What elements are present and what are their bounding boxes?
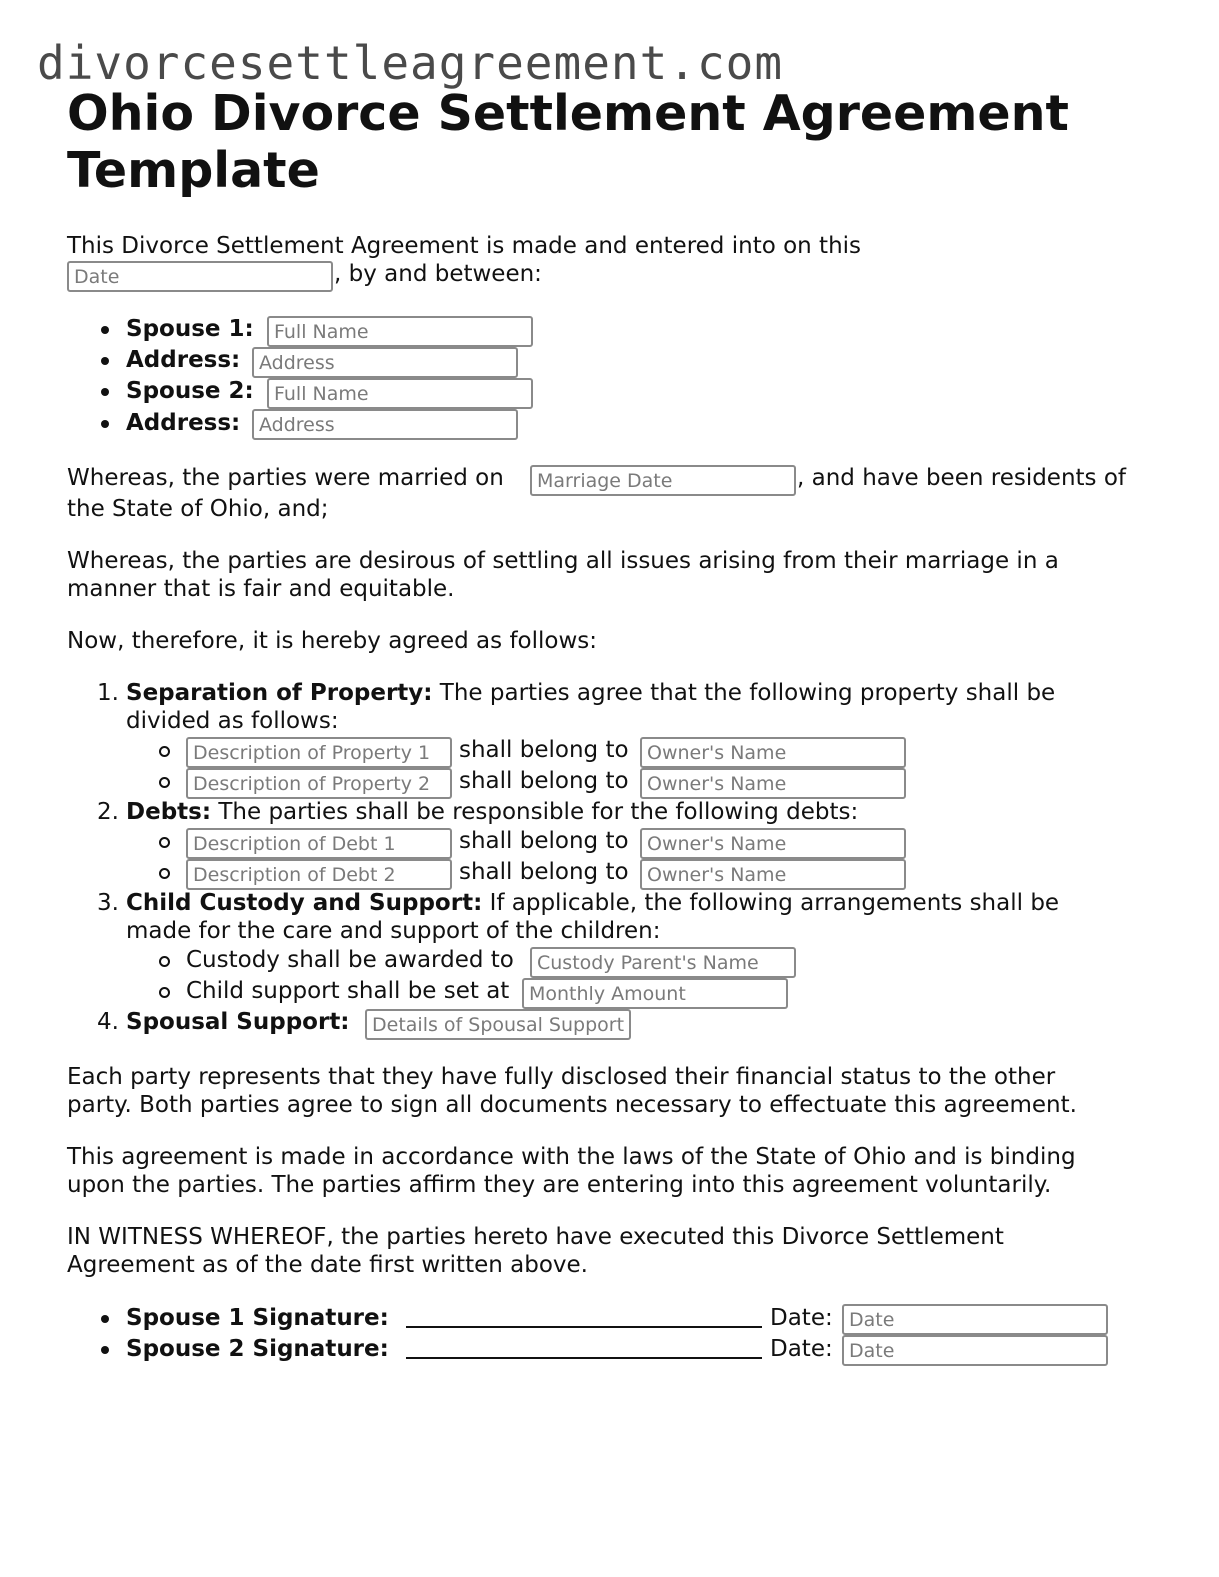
spouse-2-signature-date-field[interactable] bbox=[842, 1335, 1108, 1366]
custody-parent-field[interactable] bbox=[530, 947, 796, 978]
property-2-owner-field[interactable] bbox=[640, 768, 906, 799]
property-2-description-field[interactable] bbox=[186, 768, 452, 799]
spouse-2-address-field[interactable] bbox=[252, 409, 518, 440]
debts-heading: Debts: bbox=[126, 799, 212, 825]
shall-belong-to-text: shall belong to bbox=[459, 737, 629, 763]
spouse-1-signature-line[interactable] bbox=[406, 1326, 762, 1328]
spouse-2-address-label: Address: bbox=[126, 410, 241, 436]
sublist-bullet bbox=[159, 777, 170, 788]
child-support-label: Child support shall be set at bbox=[186, 978, 510, 1004]
whereas-settling-text: Whereas, the parties are desirous of settling all issues arising from their marriage in a bbox=[67, 548, 1059, 574]
disclosure-text-2: party. Both parties agree to sign all documents necessary to effectuate this agreement. bbox=[67, 1092, 1077, 1118]
shall-belong-to-text: shall belong to bbox=[459, 859, 629, 885]
spouse-2-signature-line[interactable] bbox=[406, 1357, 762, 1359]
debt-2-description-field[interactable] bbox=[186, 859, 452, 890]
custody-text: If applicable, the following arrangements shall be bbox=[482, 890, 1060, 916]
page-title: Ohio Divorce Settlement Agreement Template bbox=[67, 85, 1069, 199]
intro-text-continued: , by and between: bbox=[334, 261, 542, 287]
property-text-2: divided as follows: bbox=[126, 708, 339, 734]
custody-text-2: made for the care and support of the children: bbox=[126, 918, 661, 944]
custody-section-line bbox=[126, 889, 1059, 917]
custody-awarded-label: Custody shall be awarded to bbox=[186, 947, 514, 973]
child-support-amount-field[interactable] bbox=[522, 978, 788, 1009]
sublist-bullet bbox=[159, 956, 170, 967]
spouse-1-address-label: Address: bbox=[126, 347, 241, 373]
sublist-bullet bbox=[159, 746, 170, 757]
sublist-bullet bbox=[159, 868, 170, 879]
debts-section-line bbox=[126, 798, 858, 826]
list-bullet bbox=[101, 1315, 109, 1323]
shall-belong-to-text: shall belong to bbox=[459, 828, 629, 854]
witness-text-2: Agreement as of the date first written above. bbox=[67, 1252, 588, 1278]
section-number: 3. bbox=[97, 890, 119, 916]
spouse-1-address-field[interactable] bbox=[252, 347, 518, 378]
spouse-1-label: Spouse 1: bbox=[126, 316, 254, 342]
property-section-line bbox=[126, 679, 1055, 707]
property-1-description-field[interactable] bbox=[186, 737, 452, 768]
shall-belong-to-text: shall belong to bbox=[459, 768, 629, 794]
binding-text-2: upon the parties. The parties affirm they are entering into this agreement voluntarily. bbox=[67, 1172, 1052, 1198]
debt-2-owner-field[interactable] bbox=[640, 859, 906, 890]
custody-heading: Child Custody and Support: bbox=[126, 890, 483, 916]
section-number: 1. bbox=[97, 680, 119, 706]
now-therefore-text: Now, therefore, it is hereby agreed as follows: bbox=[67, 628, 598, 654]
property-1-owner-field[interactable] bbox=[640, 737, 906, 768]
spouse-1-signature-label: Spouse 1 Signature: bbox=[126, 1305, 389, 1331]
section-number: 4. bbox=[97, 1009, 119, 1035]
debts-text: The parties shall be responsible for the following debts: bbox=[211, 799, 859, 825]
section-number: 2. bbox=[97, 799, 119, 825]
list-bullet bbox=[101, 357, 109, 365]
debt-1-description-field[interactable] bbox=[186, 828, 452, 859]
whereas-residents-text: , and have been residents of bbox=[797, 465, 1127, 491]
witness-text: IN WITNESS WHEREOF, the parties hereto have executed this Divorce Settlement bbox=[67, 1224, 1004, 1250]
spouse-2-signature-label: Spouse 2 Signature: bbox=[126, 1336, 389, 1362]
property-text: The parties agree that the following property shall be bbox=[432, 680, 1056, 706]
spouse-2-date-label: Date: bbox=[770, 1336, 833, 1362]
site-watermark: divorcesettleagreement.com bbox=[37, 36, 784, 90]
whereas-state-text: the State of Ohio, and; bbox=[67, 496, 329, 522]
marriage-date-field[interactable] bbox=[530, 465, 796, 496]
debt-1-owner-field[interactable] bbox=[640, 828, 906, 859]
sublist-bullet bbox=[159, 837, 170, 848]
property-heading: Separation of Property: bbox=[126, 680, 433, 706]
binding-text: This agreement is made in accordance with the laws of the State of Ohio and is binding bbox=[67, 1144, 1076, 1170]
spouse-2-label: Spouse 2: bbox=[126, 378, 254, 404]
spouse-2-name-field[interactable] bbox=[267, 378, 533, 409]
list-bullet bbox=[101, 326, 109, 334]
list-bullet bbox=[101, 420, 109, 428]
intro-text: This Divorce Settlement Agreement is made and entered into on this bbox=[67, 233, 862, 259]
spousal-support-heading: Spousal Support: bbox=[126, 1009, 350, 1035]
agreement-date-field[interactable] bbox=[67, 261, 333, 292]
spouse-1-signature-date-field[interactable] bbox=[842, 1304, 1108, 1335]
spousal-support-field[interactable] bbox=[365, 1009, 631, 1040]
spouse-1-name-field[interactable] bbox=[267, 316, 533, 347]
whereas-married-text: Whereas, the parties were married on bbox=[67, 465, 504, 491]
whereas-settling-text-2: manner that is fair and equitable. bbox=[67, 576, 455, 602]
list-bullet bbox=[101, 1346, 109, 1354]
disclosure-text: Each party represents that they have fully disclosed their financial status to the other bbox=[67, 1064, 1056, 1090]
list-bullet bbox=[101, 388, 109, 396]
sublist-bullet bbox=[159, 987, 170, 998]
spouse-1-date-label: Date: bbox=[770, 1305, 833, 1331]
